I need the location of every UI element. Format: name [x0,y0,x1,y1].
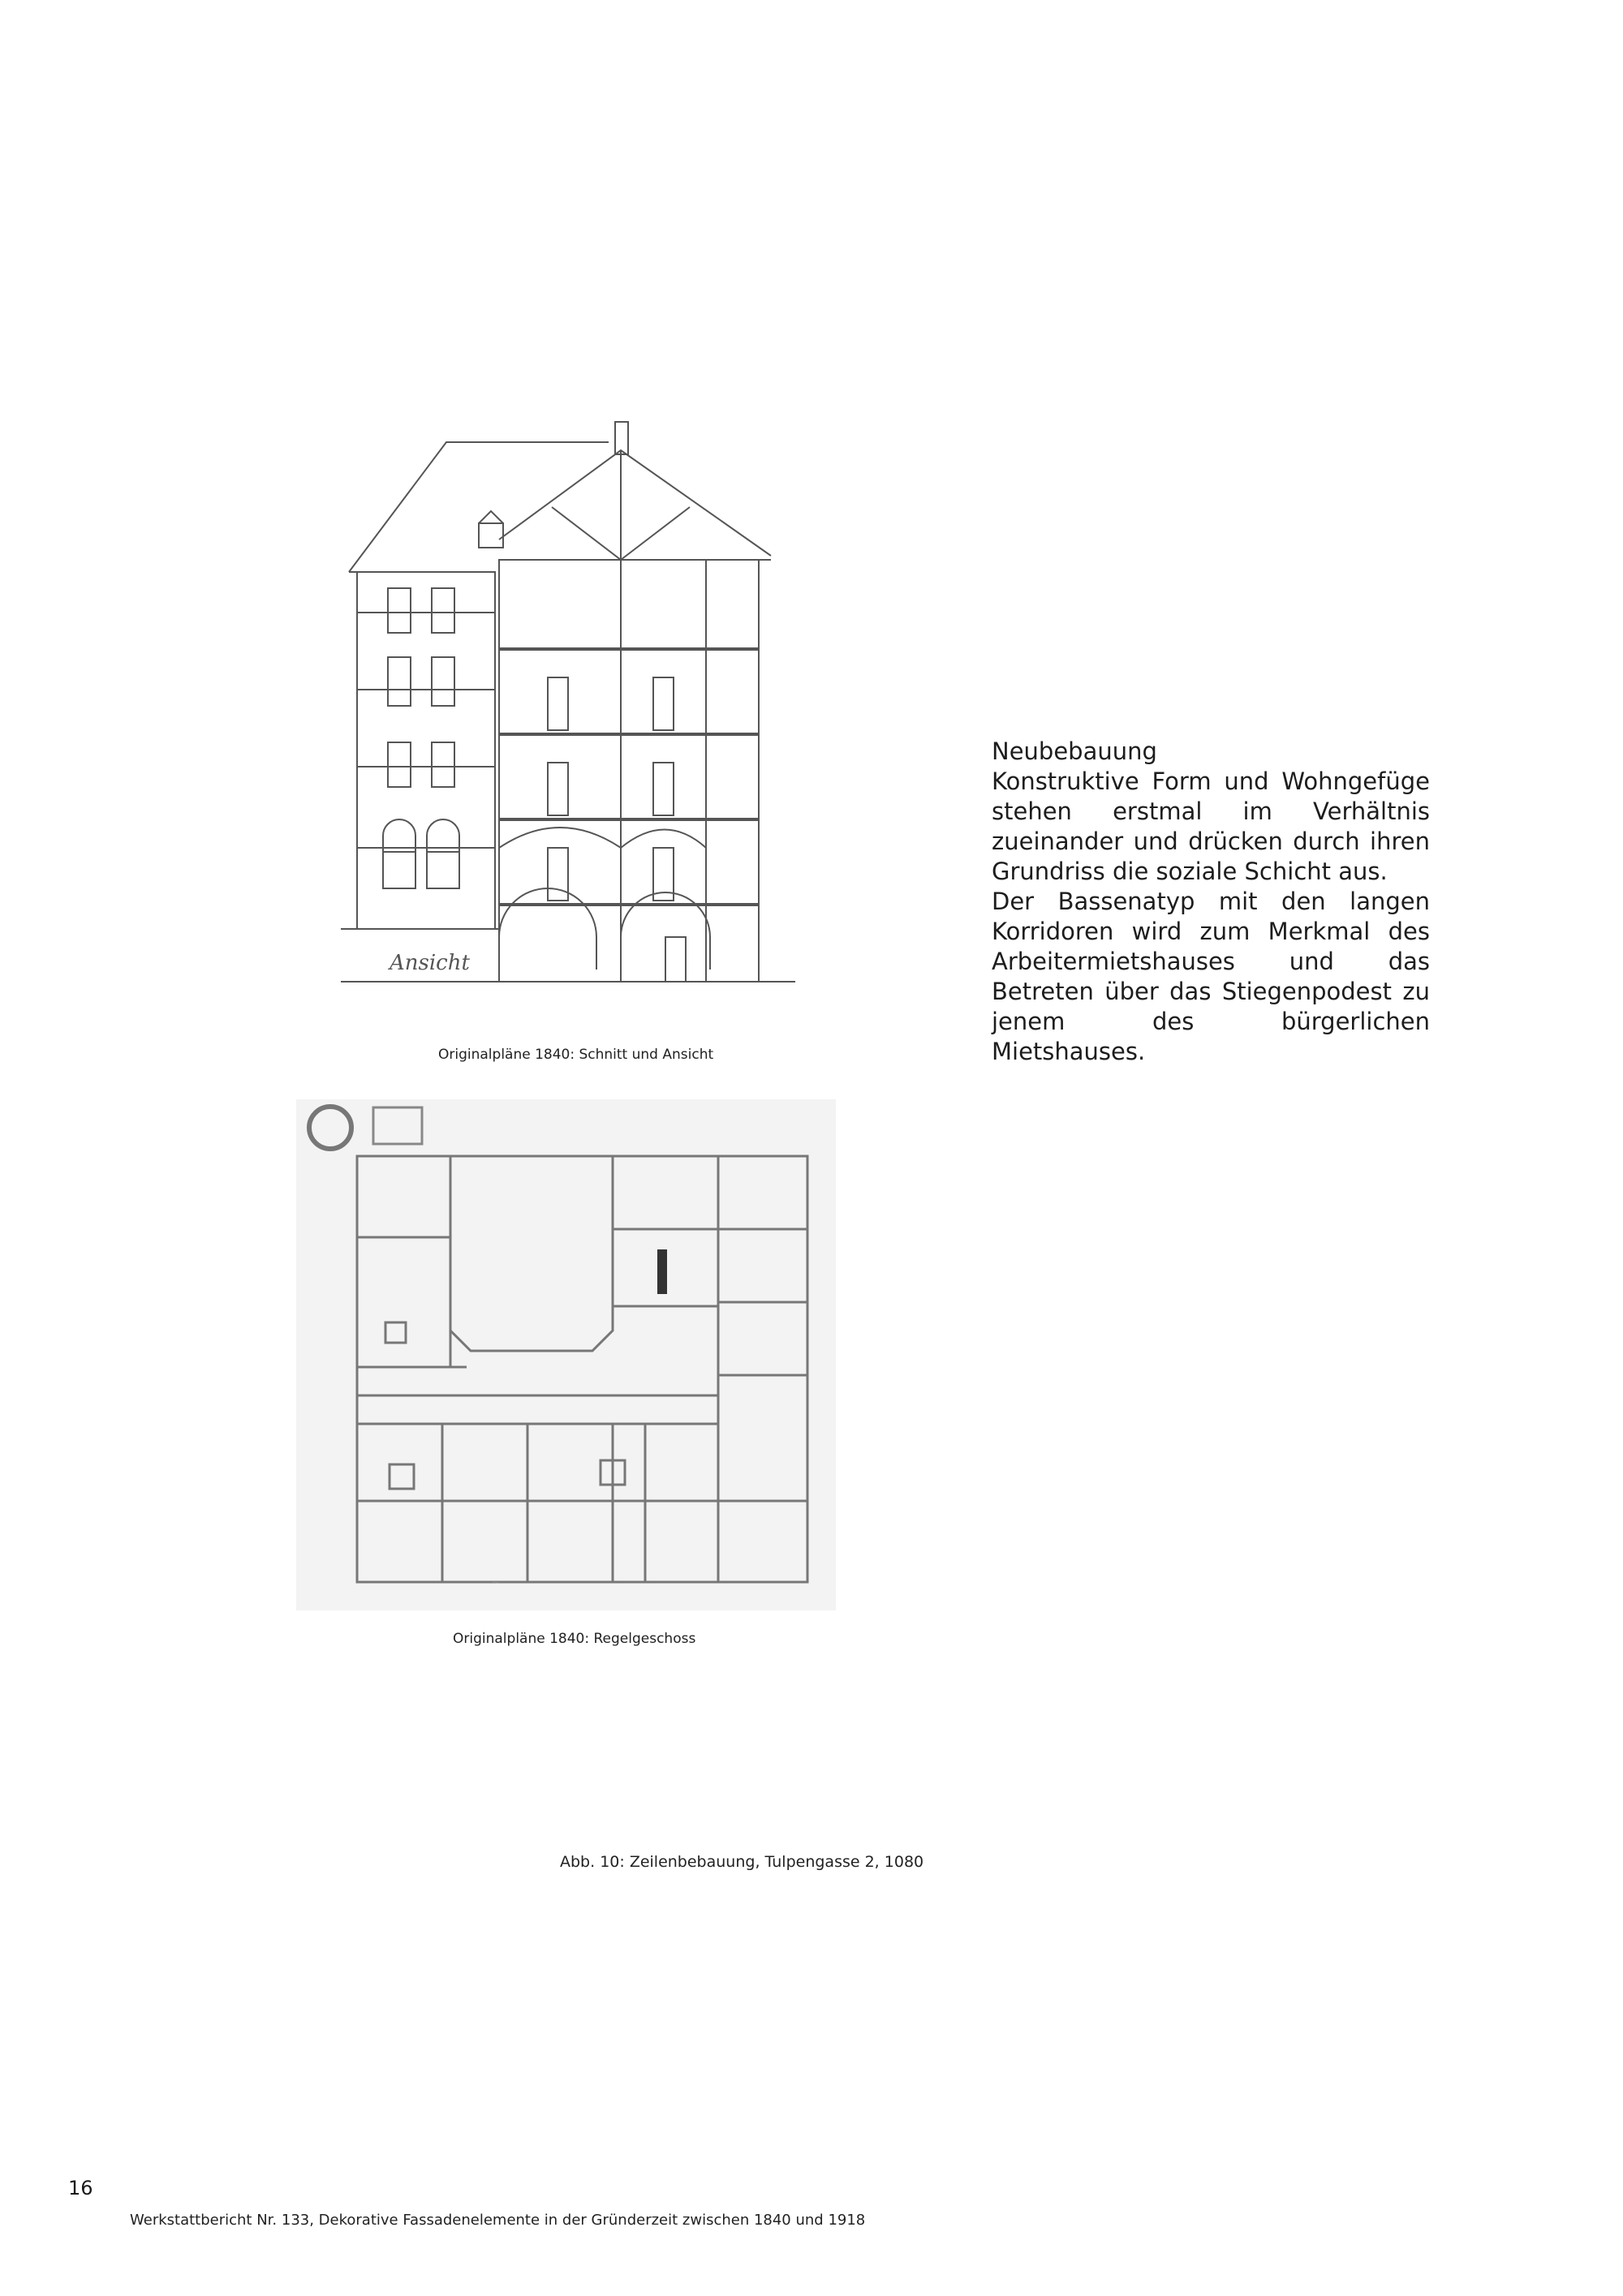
elevation-section-drawing [341,410,795,1034]
paragraph-2: Der Bassenatyp mit den langen Korridoren wird zum Merkmal des Arbeitermietshauses und das Betreten über das Stiegenpodest zu jenem des bürgerlichen Mietshauses. [992,888,1430,1065]
figure-caption: Abb. 10: Zeilenbebauung, Tulpengasse 2, 1080 [560,1853,924,1871]
svg-text:~: ~ [491,1576,501,1589]
text-block [992,737,1430,1067]
ansicht-label: Ansicht [390,951,470,975]
page-number: 16 [68,2177,93,2199]
elevation-caption: Originalpläne 1840: Schnitt und Ansicht [438,1047,714,1063]
paragraph-1: Konstruktive Form und Wohngefüge stehen erstmal im Verhältnis zueinander und drücken durch ihren Grundriss die soziale Schicht aus. [992,767,1430,885]
footer-text: Werkstattbericht Nr. 133, Dekorative Fassadenelemente in der Gründerzeit zwischen 1840 und 1918 [130,2212,866,2229]
section-title: Neubebauung [992,737,1157,765]
floorplan-drawing [296,1099,836,1610]
floorplan-caption: Originalpläne 1840: Regelgeschoss [453,1631,696,1647]
